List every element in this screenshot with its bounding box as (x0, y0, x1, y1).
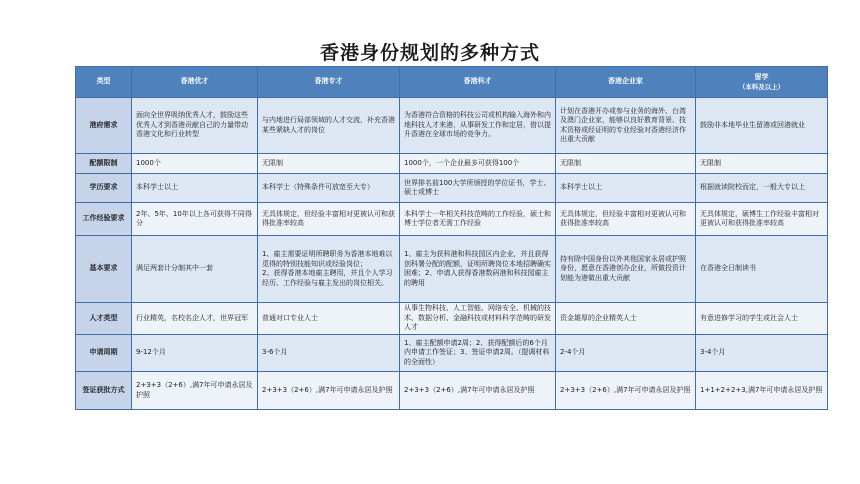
row-label: 基本要求 (76, 236, 132, 303)
table-cell: 2-4个月 (556, 335, 696, 372)
table-cell: 面向全世界吸纳优秀人才，鼓励这些优秀人才到香港贡献自己的力量带动香港文化和行业转型 (132, 98, 258, 154)
table-cell: 本科学士以上 (556, 174, 696, 203)
table-cell: 有意进修学习的学生或社会人士 (696, 303, 828, 335)
table-cell: 计划在香港开办或参与业务的海外、台湾及澳门企业家，能够以良好教育背景、技术资格或经证明的专业经验对香港经济作出重大贡献 (556, 98, 696, 154)
table-cell: 2+3+3（2+6）,满7年可申请永居及护照 (556, 372, 696, 410)
header-col-5-label: 留学 (754, 73, 769, 82)
table-cell: 满足两套计分制其中一套 (132, 236, 258, 303)
table-cell: 无限制 (258, 154, 400, 174)
row-label: 学历要求 (76, 174, 132, 203)
table-cell: 无具体规定，但经验丰富相对更被认可和获得批准率较高 (556, 203, 696, 236)
table-cell: 1000个，一个企业最多可获得100个 (400, 154, 556, 174)
table-cell: 本科学士一年相关科技范畴的工作经验，硕士和博士学位者无需工作经验 (400, 203, 556, 236)
table-cell: 2+3+3（2+6）,满7年可申请永居及护照 (258, 372, 400, 410)
table-cell: 3-6个月 (258, 335, 400, 372)
table-cell: 无限制 (696, 154, 828, 174)
table-cell: 9-12个月 (132, 335, 258, 372)
header-col-5 (696, 67, 828, 98)
table-row (76, 236, 828, 303)
table-cell: 行业精英，名校名企人才，世界冠军 (132, 303, 258, 335)
table-cell: 从事生物科技、人工智能、网络安全、机械的技术、数据分析、金融科技或材料科学范畴的研发人才 (400, 303, 556, 335)
header-col-5-note: （本科及以上） (738, 82, 785, 91)
header-col-1: 香港优才 (132, 67, 258, 98)
header-type: 类型 (76, 67, 132, 98)
table-cell: 2+3+3（2+6）,满7年可申请永居及护照 (400, 372, 556, 410)
row-label: 申请周期 (76, 335, 132, 372)
table-cell: 本科学士（特殊条件可放宽至大专） (258, 174, 400, 203)
table-cell: 普通对口专业人士 (258, 303, 400, 335)
table-cell: 世界排名前100大学所颁授的学位证书，学士、硕士或博士 (400, 174, 556, 203)
table-cell: 2+3+3（2+6）,满7年可申请永居及护照 (132, 372, 258, 410)
table-cell: 1、雇主配额申请2周；2、获得配额后的6个月内申请工作签证；3、签证申请2周。（提调材料的全面性） (400, 335, 556, 372)
table-cell: 无限制 (556, 154, 696, 174)
row-label: 签证获批方式 (76, 372, 132, 410)
table-cell: 为香港符合资格的科技公司或机构输入海外和内地科技人才来港，从事研发工作和定居，借以提升香港在全球市场的竞争力。 (400, 98, 556, 154)
table-cell: 1+1+2+2+3,满7年可申请永居及护照 (696, 372, 828, 410)
table-cell: 1、雇主为获科港和科技园区内企业，并且获得创科署分配的配额，证明所聘岗位本地招聘确实困难；2、申请人获得香港数码港和科技园雇主的聘用 (400, 236, 556, 303)
row-label: 人才类型 (76, 303, 132, 335)
row-label: 港府需求 (76, 98, 132, 154)
header-row (76, 67, 828, 98)
table-cell: 1000个 (132, 154, 258, 174)
table-cell: 在香港全日制读书 (696, 236, 828, 303)
table-cell: 无具体规定，硕博生工作经验丰富相对更被认可和获得批准率较高 (696, 203, 828, 236)
table-row (76, 372, 828, 410)
comparison-table (75, 66, 828, 410)
table-body (76, 98, 828, 410)
header-col-4: 香港企业家 (556, 67, 696, 98)
table-row (76, 303, 828, 335)
page-title: 香港身份规划的多种方式 (319, 42, 540, 64)
row-label: 配额限制 (76, 154, 132, 174)
table-cell: 本科学士以上 (132, 174, 258, 203)
table-cell: 持有除中国身份以外其他国家永居或护照身份，愿意在香港创办企业，所做投资计划能为港做出重大贡献 (556, 236, 696, 303)
table-row (76, 98, 828, 154)
header-col-2: 香港专才 (258, 67, 400, 98)
table-row (76, 154, 828, 174)
table-row (76, 203, 828, 236)
table-cell: 根据就读院校而定，一般大专以上 (696, 174, 828, 203)
row-label: 工作经验要求 (76, 203, 132, 236)
table-cell: 无具体规定，但经验丰富相对更被认可和获得批准率较高 (258, 203, 400, 236)
table-row (76, 335, 828, 372)
table-cell: 资金雄厚的企业精英人士 (556, 303, 696, 335)
header-col-3: 香港科才 (400, 67, 556, 98)
table-row (76, 174, 828, 203)
table-cell: 鼓励非本地毕业生留港或回港就业 (696, 98, 828, 154)
table-cell: 3-4个月 (696, 335, 828, 372)
table-cell: 2年、5年、10年以上各可获得不同得分 (132, 203, 258, 236)
table-cell: 与内地进行局部领域的人才交流，补充香港某些紧缺人才的岗位 (258, 98, 400, 154)
table-cell: 1、雇主需要证明所聘职务为香港本地难以觅得的特别技能知识或经验岗位； 2、获得香港本地雇主聘用，并且个人学习经历、工作经验与雇主发出的岗位相关。 (258, 236, 400, 303)
